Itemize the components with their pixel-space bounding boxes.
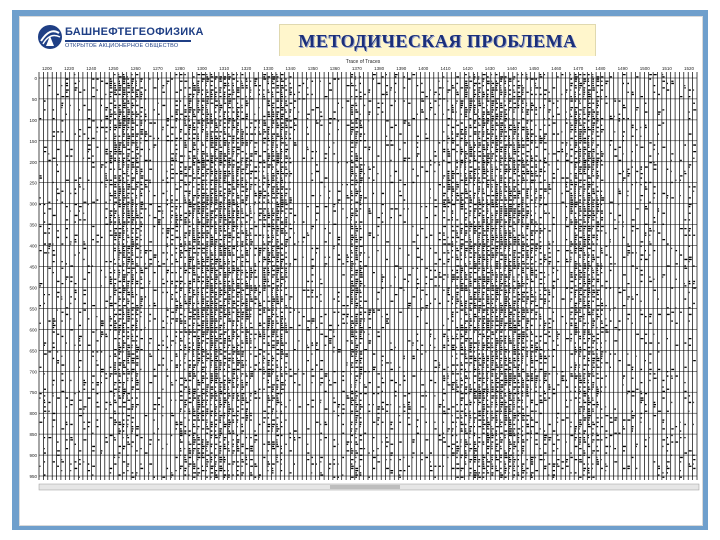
trace-number-label: 1250 — [108, 66, 119, 71]
time-axis-label: 900 — [29, 453, 37, 459]
trace-number-label: 1450 — [528, 66, 540, 71]
trace-number-label: 1370 — [351, 66, 362, 71]
logo-underline — [65, 40, 191, 42]
time-axis-label: 250 — [29, 180, 37, 186]
trace-number-label: 1300 — [196, 66, 208, 71]
time-axis-label: 950 — [29, 474, 37, 479]
time-axis-label: 100 — [29, 117, 37, 123]
trace-number-label: 1260 — [130, 66, 141, 71]
time-axis-label: 450 — [29, 264, 37, 270]
trace-number-label: 1400 — [418, 66, 429, 71]
trace-number-label: 1350 — [307, 66, 318, 71]
time-axis-label: 850 — [29, 432, 37, 438]
seismic-header-label: Trace of Traces — [345, 59, 381, 65]
slide-title-box — [279, 24, 596, 58]
time-axis-label: 300 — [29, 201, 37, 207]
time-axis-label: 700 — [29, 369, 37, 375]
slide-title: МЕТОДИЧЕСКАЯ ПРОБЛЕМА — [298, 30, 577, 51]
trace-number-label: 1510 — [661, 66, 672, 71]
trace-number-label: 1280 — [174, 66, 185, 71]
logo-subtitle: ОТКРЫТОЕ АКЦИОНЕРНОЕ ОБЩЕСТВО — [65, 43, 179, 49]
trace-number-label: 1270 — [152, 66, 163, 71]
time-axis-label: 0 — [34, 76, 37, 81]
trace-number-label: 1460 — [551, 66, 562, 71]
trace-number-label: 1420 — [462, 66, 473, 71]
trace-number-label: 1320 — [241, 66, 252, 71]
trace-number-label: 1240 — [86, 66, 97, 71]
time-axis-label: 800 — [29, 411, 37, 417]
trace-number-label: 1500 — [639, 66, 650, 71]
trace-number-label: 1340 — [285, 66, 296, 71]
seismic-section-image — [25, 56, 702, 494]
time-axis-label: 400 — [29, 243, 37, 249]
time-axis-label: 350 — [29, 222, 37, 228]
trace-number-label: 1330 — [263, 66, 274, 71]
trace-number-label: 1520 — [683, 66, 695, 71]
time-axis-label: 600 — [29, 327, 37, 333]
time-axis-label: 200 — [29, 159, 37, 165]
logo-emblem-icon — [37, 24, 63, 50]
trace-number-label: 1360 — [329, 66, 340, 71]
time-axis-label: 500 — [29, 285, 37, 291]
time-axis-label: 50 — [31, 96, 37, 102]
trace-number-label: 1440 — [506, 66, 517, 71]
time-axis-label: 550 — [29, 306, 37, 312]
time-axis-label: 150 — [29, 138, 37, 144]
trace-number-label: 1490 — [617, 66, 628, 71]
trace-number-label: 1220 — [64, 66, 75, 71]
trace-number-label: 1390 — [396, 66, 407, 71]
scrollbar-thumb[interactable] — [330, 485, 400, 489]
trace-number-label: 1310 — [219, 66, 230, 71]
trace-number-label: 1410 — [440, 66, 451, 71]
trace-number-label: 1200 — [41, 66, 53, 71]
trace-number-label: 1470 — [573, 66, 584, 71]
company-logo — [37, 24, 204, 54]
time-axis-label: 650 — [29, 348, 37, 354]
trace-number-label: 1430 — [484, 66, 495, 71]
time-axis-label: 750 — [29, 390, 37, 396]
logo-name: БАШНЕФТЕГЕОФИЗИКА — [65, 26, 204, 38]
trace-number-label: 1480 — [595, 66, 606, 71]
seismic-traces — [25, 56, 702, 494]
trace-number-label: 1380 — [374, 66, 385, 71]
